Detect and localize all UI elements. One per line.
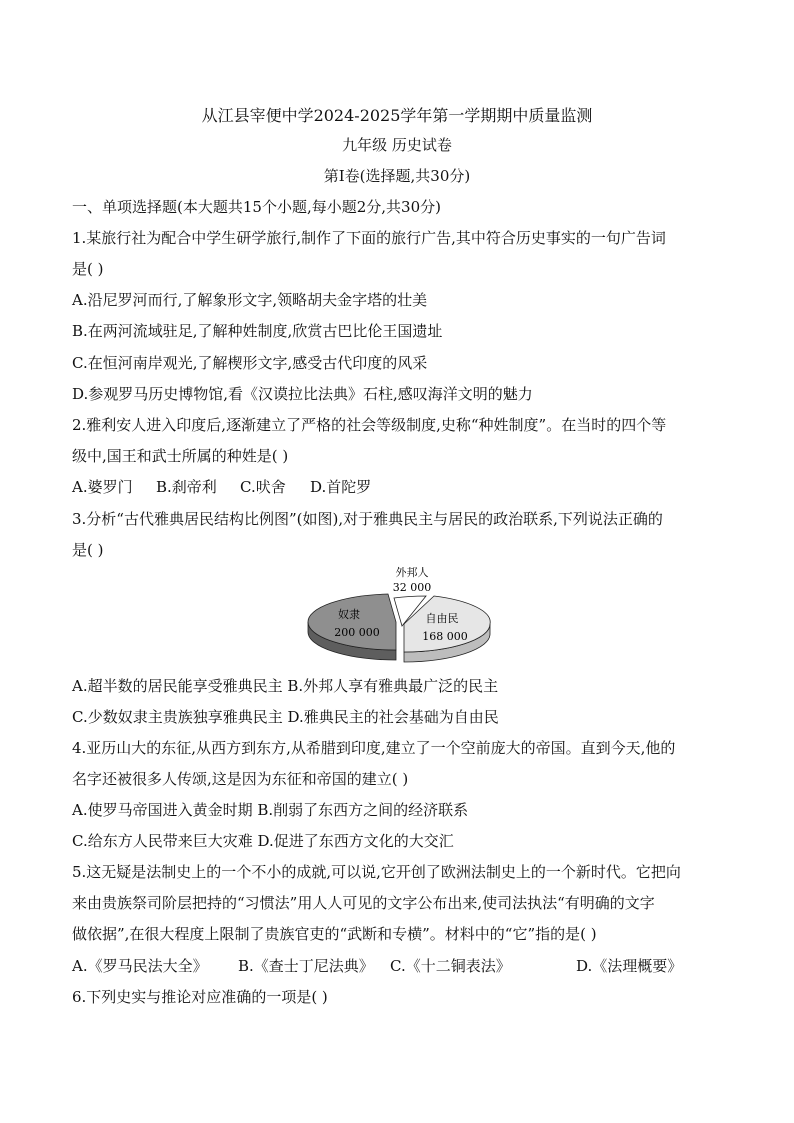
question-3-stem-line-2: 是( ) [72,541,104,559]
question-3-options-line-2: C.少数奴隶主贵族独享雅典民主 D.雅典民主的社会基础为自由民 [72,708,499,726]
label-citizens-value: 168 000 [422,630,468,643]
label-slaves-value: 200 000 [334,626,380,639]
question-2-option-a: A.婆罗门 [72,478,133,496]
question-5-stem-line-1: 5.这无疑是法制史上的一个不小的成就,可以说,它开创了欧洲法制史上的一个新时代。它把向 [72,863,681,881]
question-4-options-line-1: A.使罗马帝国进入黄金时期 B.削弱了东西方之间的经济联系 [72,801,469,819]
question-1-option-c: C.在恒河南岸观光,了解楔形文字,感受古代印度的风采 [72,354,428,372]
exam-title: 从江县宰便中学2024-2025学年第一学期期中质量监测 [201,106,593,125]
question-5-stem-line-2: 来由贵族祭司阶层把持的“习惯法”用人人可见的文字公布出来,使司法执法“有明确的文字 [72,894,655,912]
question-2-option-c: C.吠舍 [240,478,286,496]
question-5-option-d: D.《法理概要》 [576,957,683,975]
question-5-option-a: A.《罗马民法大全》 [72,957,208,975]
question-2-stem-line-2: 级中,国王和武士所属的种姓是( ) [72,447,289,465]
question-5-options [72,955,682,976]
label-foreigners-value: 32 000 [392,581,432,594]
question-4-stem-line-1: 4.亚历山大的东征,从西方到东方,从希腊到印度,建立了一个空前庞大的帝国。直到今天,他的 [72,739,676,757]
label-citizens-name: 自由民 [425,612,459,625]
athens-population-pie-chart [300,562,500,667]
question-5-option-c: C.《十二铜表法》 [390,957,511,975]
question-1-option-a: A.沿尼罗河而行,了解象形文字,领略胡夫金字塔的壮美 [72,291,428,309]
question-3-stem-line-1: 3.分析“古代雅典居民结构比例图”(如图),对于雅典民主与居民的政治联系,下列说法正确的 [72,510,663,528]
question-4-stem-line-2: 名字还被很多人传颂,这是因为东征和帝国的建立( ) [72,770,409,788]
exam-subtitle: 九年级 历史试卷 [342,136,452,154]
question-2-option-d: D.首陀罗 [310,478,372,496]
question-2-option-b: B.刹帝利 [156,478,217,496]
question-1-option-d: D.参观罗马历史博物馆,看《汉谟拉比法典》石柱,感叹海洋文明的魅力 [72,385,533,403]
label-slaves-name: 奴隶 [338,608,360,621]
question-1-stem-line-1: 1.某旅行社为配合中学生研学旅行,制作了下面的旅行广告,其中符合历史事实的一句广告词 [72,229,666,247]
question-2-options [72,476,371,497]
section-heading: 一、单项选择题(本大题共15个小题,每小题2分,共30分) [72,198,441,216]
question-4-options-line-2: C.给东方人民带来巨大灾难 D.促进了东西方文化的大交汇 [72,832,454,850]
question-5-stem-line-3: 做依据”,在很大程度上限制了贵族官吏的“武断和专横”。材料中的“它”指的是( ) [72,925,597,943]
volume-title: 第Ⅰ卷(选择题,共30分) [323,167,471,185]
question-1-stem-line-2: 是( ) [72,260,104,278]
label-foreigners-name: 外邦人 [395,566,429,579]
question-6-stem-line-1: 6.下列史实与推论对应准确的一项是( ) [72,988,328,1006]
question-3-options-line-1: A.超半数的居民能享受雅典民主 B.外邦人享有雅典最广泛的民主 [72,677,499,695]
question-2-stem-line-1: 2.雅利安人进入印度后,逐渐建立了严格的社会等级制度,史称“种姓制度”。在当时的四个等 [72,416,667,434]
question-5-option-b: B.《查士丁尼法典》 [238,957,374,975]
question-1-option-b: B.在两河流域驻足,了解种姓制度,欣赏古巴比伦王国遗址 [72,322,443,340]
